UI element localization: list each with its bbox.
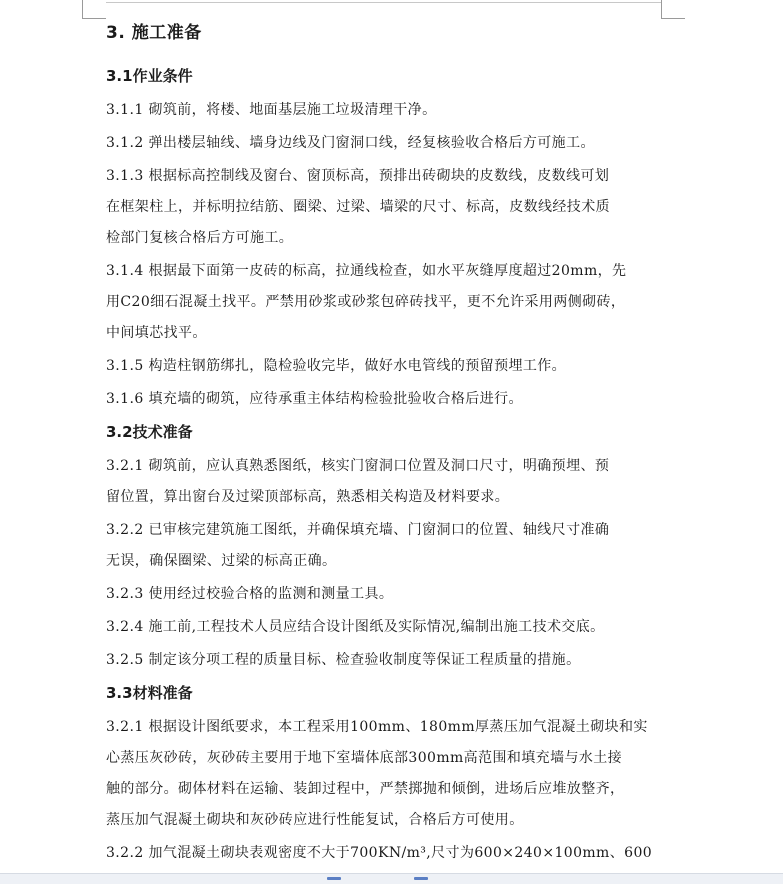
paragraph-line: 3.2.5 制定该分项工程的质量目标、检查验收制度等保证工程质量的措施。	[106, 652, 581, 668]
paragraph-line: 无误，确保圈梁、过梁的标高正确。	[106, 553, 337, 569]
paragraph	[106, 95, 662, 126]
document-body[interactable]	[106, 18, 662, 871]
crop-mark-left-vertical	[82, 0, 83, 19]
paragraph	[106, 838, 662, 869]
crop-mark-left-horizontal	[82, 18, 106, 19]
crop-mark-right-vertical	[661, 0, 662, 19]
paragraph-line: 心蒸压灰砂砖，灰砂砖主要用于地下室墙体底部300mm高范围和填充墙与水土接	[106, 750, 623, 766]
scroll-thumb-right[interactable]	[414, 877, 428, 880]
horizontal-scrollbar[interactable]	[0, 873, 783, 884]
paragraph	[106, 161, 662, 254]
scroll-thumb-left[interactable]	[327, 877, 341, 880]
crop-mark-right-horizontal	[661, 18, 685, 19]
paragraph-line: 留位置，算出窗台及过梁顶部标高，熟悉相关构造及材料要求。	[106, 489, 510, 505]
paragraph	[106, 712, 662, 836]
paragraph-line: 3.2.2 加气混凝土砌块表观密度不大于700KN/m³,尺寸为600×240×100mm、600	[106, 845, 653, 861]
section-title: 3.1作业条件	[106, 67, 193, 85]
paragraph	[106, 645, 662, 676]
paragraph	[106, 256, 662, 349]
paragraph-line: 3.1.3 根据标高控制线及窗台、窗顶标高，预排出砖砌块的皮数线，皮数线可划	[106, 168, 610, 184]
paragraph	[106, 384, 662, 415]
paragraph	[106, 128, 662, 159]
paragraph-line: 3.2.3 使用经过校验合格的监测和测量工具。	[106, 586, 394, 602]
paragraph-line: 3.1.5 构造柱钢筋绑扎，隐检验收完毕，做好水电管线的预留预埋工作。	[106, 358, 567, 374]
paragraph	[106, 579, 662, 610]
paragraph	[106, 451, 662, 513]
paragraph-line: 3.2.1 砌筑前，应认真熟悉图纸，核实门窗洞口位置及洞口尺寸，明确预埋、预	[106, 458, 610, 474]
sections-container	[106, 61, 662, 869]
paragraph-line: 在框架柱上，并标明拉结筋、圈梁、过梁、墙梁的尺寸、标高，皮数线经技术质	[106, 199, 610, 215]
section-title: 3.3材料准备	[106, 684, 193, 702]
paragraph-line: 3.1.6 填充墙的砌筑，应待承重主体结构检验批验收合格后进行。	[106, 391, 523, 407]
paragraph-line: 蒸压加气混凝土砌块和灰砂砖应进行性能复试，合格后方可使用。	[106, 812, 524, 828]
paragraph	[106, 515, 662, 577]
paragraph-line: 中间填芯找平。	[106, 325, 207, 341]
paragraph-line: 3.1.2 弹出楼层轴线、墙身边线及门窗洞口线，经复核验收合格后方可施工。	[106, 135, 595, 151]
chapter-heading: 3. 施工准备	[106, 23, 202, 43]
paragraph	[106, 351, 662, 382]
paragraph-line: 3.1.1 砌筑前，将楼、地面基层施工垃圾清理干净。	[106, 102, 437, 118]
paragraph	[106, 612, 662, 643]
paragraph-line: 3.2.4 施工前,工程技术人员应结合设计图纸及实际情况,编制出施工技术交底。	[106, 619, 605, 635]
section-title: 3.2技术准备	[106, 423, 193, 441]
paragraph-line: 3.2.2 已审核完建筑施工图纸，并确保填充墙、门窗洞口的位置、轴线尺寸准确	[106, 522, 610, 538]
paragraph-line: 触的部分。砌体材料在运输、装卸过程中，严禁掷抛和倾倒，进场后应堆放整齐，	[106, 781, 625, 797]
paragraph-line: 3.2.1 根据设计图纸要求，本工程采用100mm、180mm厚蒸压加气混凝土砌块和实	[106, 719, 648, 735]
page-top-edge	[106, 2, 661, 3]
paragraph-line: 用C20细石混凝土找平。严禁用砂浆或砂浆包碎砖找平，更不允许采用两侧砌砖，	[106, 294, 626, 310]
paragraph-line: 检部门复核合格后方可施工。	[106, 230, 294, 246]
paragraph-line: 3.1.4 根据最下面第一皮砖的标高，拉通线检查，如水平灰缝厚度超过20mm，先	[106, 263, 627, 279]
